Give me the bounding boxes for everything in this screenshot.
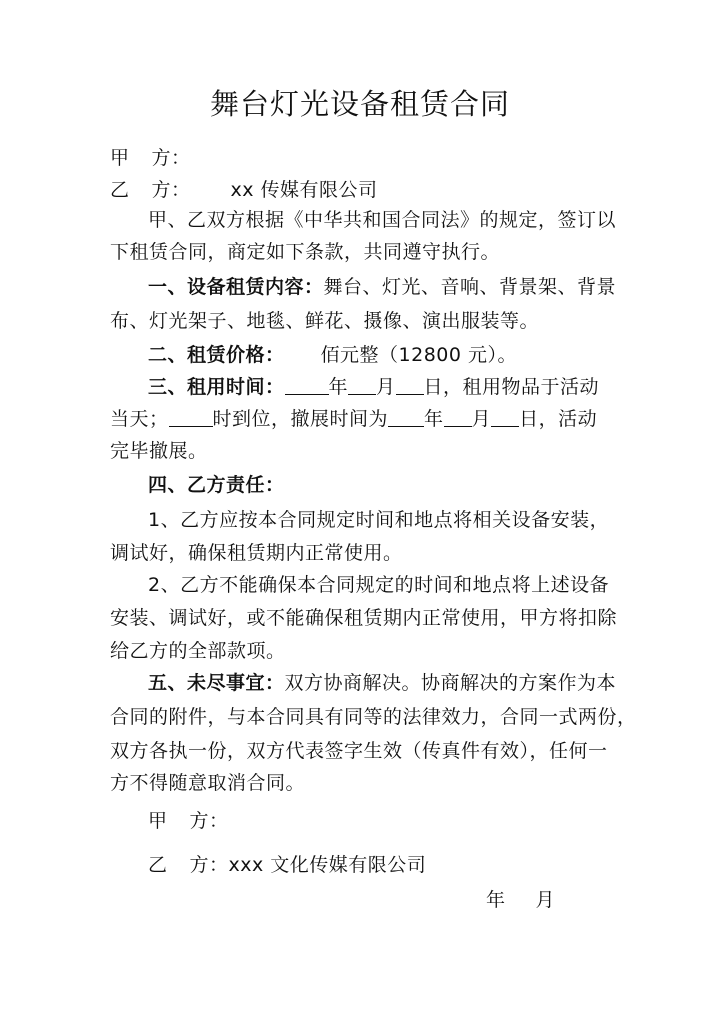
- day-blank[interactable]: [396, 374, 424, 395]
- clause-5-line-3: 双方各执一份，双方代表签字生效（传真件有效），任何一: [110, 740, 608, 762]
- intro-line-1: 甲、乙双方根据《中华共和国合同法》的规定，签订以: [148, 209, 617, 231]
- clause-1-text: 舞台、灯光、音响、背景架、背景: [323, 276, 617, 298]
- clause-5-heading: 五、未尽事宜：: [148, 672, 285, 694]
- month-blank[interactable]: [348, 374, 376, 395]
- signature-date: 年 月: [486, 889, 556, 911]
- clause-3-heading: 三、租用时间：: [148, 376, 285, 398]
- teardown-year-blank[interactable]: [388, 406, 424, 427]
- party-b-line: [110, 177, 630, 203]
- party-a-line: [110, 145, 630, 171]
- party-a-suffix: 方：: [151, 147, 191, 169]
- clause-4-item-2-line-2: 安装、调试好，或不能确保租赁期内正常使用，甲方将扣除: [110, 607, 618, 629]
- clause-5-line-2: 合同的附件，与本合同具有同等的法律效力，合同一式两份，: [110, 706, 637, 728]
- party-b-label: 乙: [110, 179, 130, 201]
- clause-5-line-1: [148, 670, 668, 696]
- clause-1-heading: 一、设备租赁内容：: [148, 276, 324, 298]
- arrival-time-blank[interactable]: [169, 406, 213, 427]
- clause-4-item-2-line-3: 给乙方的全部款项。: [110, 640, 286, 662]
- clause-5-line-4: 方不得随意取消合同。: [110, 772, 306, 794]
- clause-2-line: [148, 342, 668, 368]
- clause-3-line-2: 当天； 时到位，撤展时间为 年 月 日，活动: [110, 408, 598, 430]
- clause-4-item-1-line-2: 调试好，确保租赁期内正常使用。: [110, 542, 403, 564]
- signature-party-b-value: xxx 文化传媒有限公司: [228, 854, 427, 876]
- year-blank[interactable]: [285, 374, 329, 395]
- teardown-month-blank[interactable]: [444, 406, 472, 427]
- clause-4-item-1-line-1: 1、乙方应按本合同规定时间和地点将相关设备安装，: [148, 509, 610, 531]
- document-title: 舞台灯光设备租赁合同: [209, 87, 510, 121]
- signature-party-b: 乙 方：xxx 文化传媒有限公司: [148, 854, 427, 876]
- party-b-value: xx 传媒有限公司: [230, 179, 378, 201]
- clause-1-line-2: 布、灯光架子、地毯、鲜花、摄像、演出服装等。: [110, 310, 540, 332]
- intro-line-2: 下租赁合同，商定如下条款，共同遵守执行。: [110, 241, 501, 263]
- clause-4-item-2-line-1: 2、乙方不能确保本合同规定的时间和地点将上述设备: [148, 574, 610, 596]
- clause-5-text: 双方协商解决。协商解决的方案作为本: [284, 672, 617, 694]
- clause-1-line-1: [148, 274, 668, 300]
- signature-party-a: 甲 方：: [148, 810, 229, 832]
- clause-4-heading: 四、乙方责任：: [148, 474, 285, 496]
- clause-3-line-1: 三、租用时间： 年 月 日，租用物品于活动: [148, 376, 600, 398]
- teardown-day-blank[interactable]: [491, 406, 519, 427]
- clause-3-line-3: 完毕撤展。: [110, 440, 208, 462]
- party-a-label: 甲: [110, 147, 130, 169]
- clause-2-heading: 二、租赁价格：: [148, 344, 285, 366]
- party-b-suffix: 方：: [151, 179, 191, 201]
- clause-2-text: 佰元整（12800 元）。: [320, 344, 517, 366]
